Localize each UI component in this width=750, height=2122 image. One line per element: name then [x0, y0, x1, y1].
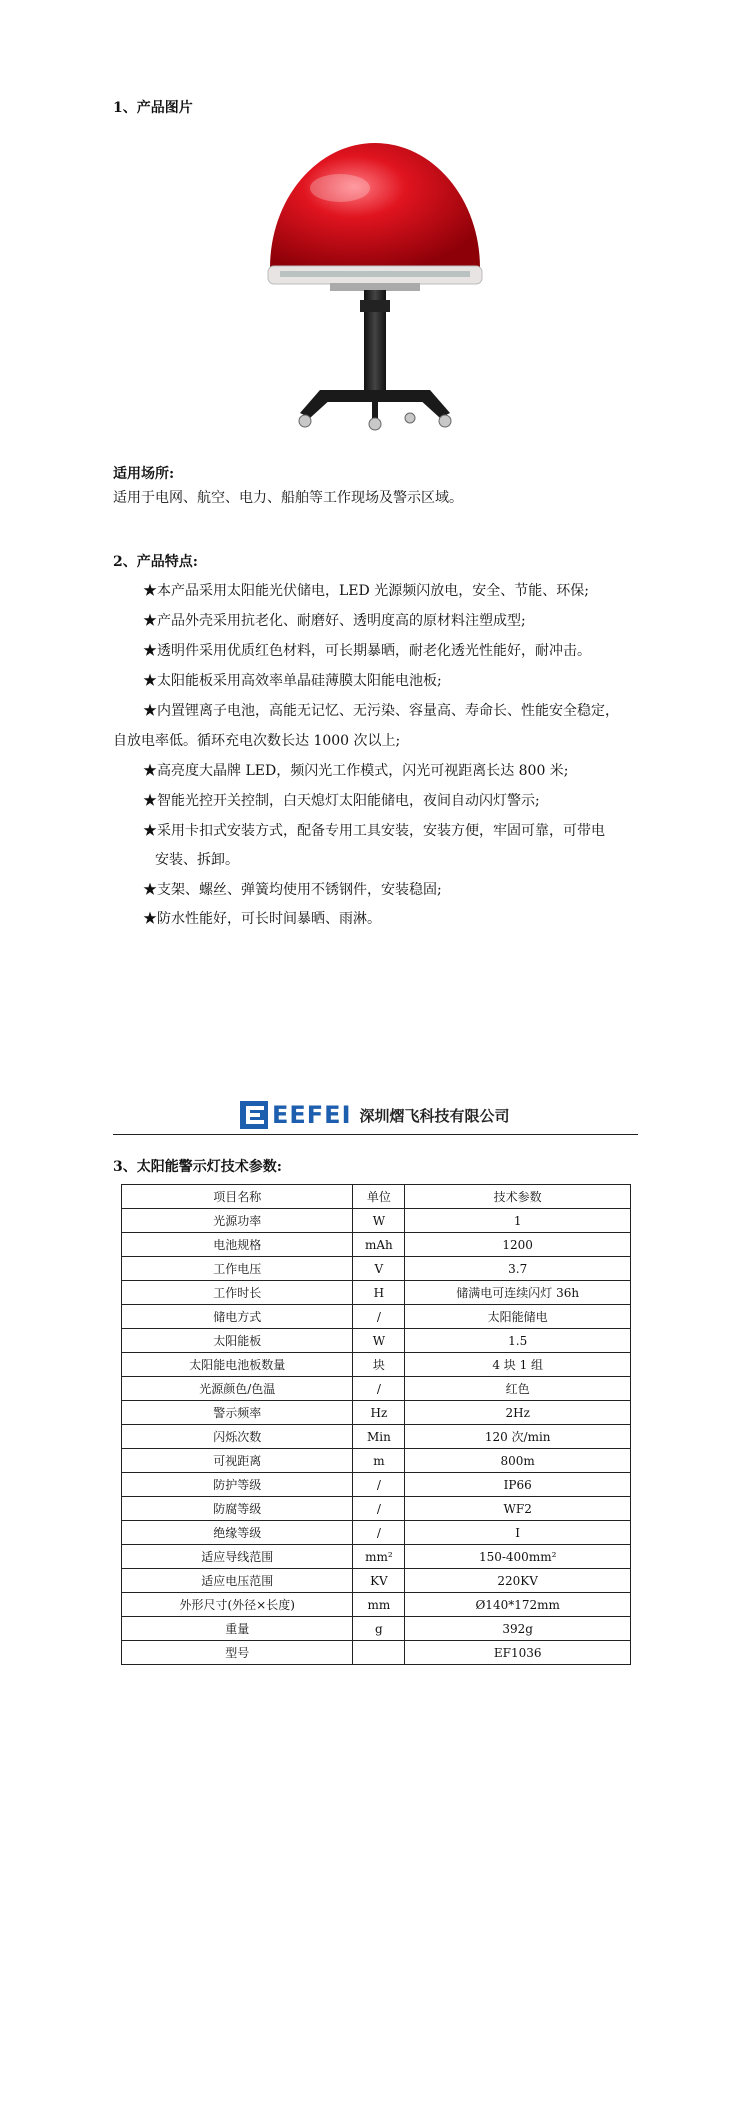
- feature-item: ★防水性能好，可长时间暴晒、雨淋。: [143, 911, 381, 927]
- table-cell: 光源颜色/色温: [122, 1377, 353, 1401]
- table-cell: g: [353, 1617, 405, 1641]
- table-cell: 150-400mm²: [405, 1545, 631, 1569]
- table-cell: V: [353, 1257, 405, 1281]
- table-cell: 绝缘等级: [122, 1521, 353, 1545]
- table-cell: 工作电压: [122, 1257, 353, 1281]
- table-cell: 适应电压范围: [122, 1569, 353, 1593]
- table-row: [122, 1257, 631, 1281]
- table-row: [122, 1449, 631, 1473]
- table-cell: H: [353, 1281, 405, 1305]
- table-cell: 太阳能储电: [405, 1305, 631, 1329]
- table-cell: /: [353, 1497, 405, 1521]
- table-header-row: [122, 1185, 631, 1209]
- header-divider: [113, 1134, 638, 1135]
- table-cell: 1200: [405, 1233, 631, 1257]
- table-row: [122, 1497, 631, 1521]
- table-cell: 储满电可连续闪灯 36h: [405, 1281, 631, 1305]
- header-cell: 项目名称: [122, 1185, 353, 1209]
- eefei-logo-icon: [240, 1101, 268, 1129]
- table-cell: 防护等级: [122, 1473, 353, 1497]
- feature-item: ★支架、螺丝、弹簧均使用不锈钢件，安装稳固;: [143, 882, 442, 898]
- table-cell: 392g: [405, 1617, 631, 1641]
- table-cell: m: [353, 1449, 405, 1473]
- table-row: [122, 1305, 631, 1329]
- warning-lamp-icon: [260, 128, 490, 433]
- feature-item: ★太阳能板采用高效率单晶硅薄膜太阳能电池板;: [143, 673, 442, 689]
- feature-item: ★内置锂离子电池，高能无记忆、无污染、容量高、寿命长、性能安全稳定，: [143, 703, 619, 719]
- table-cell: W: [353, 1329, 405, 1353]
- table-cell: /: [353, 1473, 405, 1497]
- application-heading: 适用场所:: [113, 466, 175, 482]
- table-cell: /: [353, 1521, 405, 1545]
- table-cell: 1.5: [405, 1329, 631, 1353]
- feature-item: ★智能光控开关控制，白天熄灯太阳能储电，夜间自动闪灯警示;: [143, 793, 540, 809]
- table-row: [122, 1473, 631, 1497]
- table-cell: Min: [353, 1425, 405, 1449]
- table-cell: mm: [353, 1593, 405, 1617]
- table-cell: 1: [405, 1209, 631, 1233]
- product-image: [260, 128, 490, 433]
- feature-item: ★高亮度大晶牌 LED，频闪光工作模式，闪光可视距离长达 800 米;: [143, 763, 569, 779]
- table-cell: 光源功率: [122, 1209, 353, 1233]
- table-cell: I: [405, 1521, 631, 1545]
- logo-company-name: 深圳熠飞科技有限公司: [359, 1106, 510, 1125]
- table-cell: 红色: [405, 1377, 631, 1401]
- table-row: [122, 1209, 631, 1233]
- table-cell: KV: [353, 1569, 405, 1593]
- header-cell: 技术参数: [405, 1185, 631, 1209]
- table-row: [122, 1641, 631, 1665]
- table-cell: Ø140*172mm: [405, 1593, 631, 1617]
- company-logo: [240, 1100, 510, 1130]
- table-row: [122, 1377, 631, 1401]
- table-row: [122, 1521, 631, 1545]
- table-cell: 重量: [122, 1617, 353, 1641]
- table-cell: 适应导线范围: [122, 1545, 353, 1569]
- section1-heading: 1、产品图片: [113, 100, 193, 116]
- table-cell: mm²: [353, 1545, 405, 1569]
- table-cell: 警示频率: [122, 1401, 353, 1425]
- table-cell: mAh: [353, 1233, 405, 1257]
- table-row: [122, 1329, 631, 1353]
- table-row: [122, 1353, 631, 1377]
- feature-item: ★产品外壳采用抗老化、耐磨好、透明度高的原材料注塑成型;: [143, 613, 526, 629]
- table-row: [122, 1617, 631, 1641]
- table-cell: 闪烁次数: [122, 1425, 353, 1449]
- section2-heading: 2、产品特点:: [113, 554, 198, 570]
- table-cell: 外形尺寸(外径×长度): [122, 1593, 353, 1617]
- feature-item: 安装、拆卸。: [155, 852, 239, 868]
- table-row: [122, 1569, 631, 1593]
- table-row: [122, 1233, 631, 1257]
- table-cell: 4 块 1 组: [405, 1353, 631, 1377]
- logo-brand: EEFEI: [272, 1101, 352, 1129]
- table-cell: [353, 1641, 405, 1665]
- table-cell: 防腐等级: [122, 1497, 353, 1521]
- table-cell: IP66: [405, 1473, 631, 1497]
- table-row: [122, 1281, 631, 1305]
- table-row: [122, 1593, 631, 1617]
- table-cell: 太阳能板: [122, 1329, 353, 1353]
- table-cell: 工作时长: [122, 1281, 353, 1305]
- feature-item: ★透明件采用优质红色材料，可长期暴晒，耐老化透光性能好，耐冲击。: [143, 643, 591, 659]
- feature-item: ★本产品采用太阳能光伏储电，LED 光源频闪放电，安全、节能、环保;: [143, 583, 589, 599]
- header-cell: 单位: [353, 1185, 405, 1209]
- table-cell: /: [353, 1305, 405, 1329]
- feature-item: 自放电率低。循环充电次数长达 1000 次以上;: [113, 733, 401, 749]
- section3-heading: 3、太阳能警示灯技术参数:: [113, 1159, 282, 1175]
- table-row: [122, 1425, 631, 1449]
- application-text: 适用于电网、航空、电力、船舶等工作现场及警示区域。: [113, 490, 463, 506]
- table-cell: 电池规格: [122, 1233, 353, 1257]
- table-cell: 可视距离: [122, 1449, 353, 1473]
- table-cell: EF1036: [405, 1641, 631, 1665]
- table-cell: 储电方式: [122, 1305, 353, 1329]
- table-cell: 220KV: [405, 1569, 631, 1593]
- feature-item: ★采用卡扣式安装方式，配备专用工具安装，安装方便，牢固可靠，可带电: [143, 823, 605, 839]
- table-cell: WF2: [405, 1497, 631, 1521]
- table-row: [122, 1401, 631, 1425]
- spec-table: [121, 1184, 631, 1665]
- table-cell: 800m: [405, 1449, 631, 1473]
- table-row: [122, 1545, 631, 1569]
- table-cell: Hz: [353, 1401, 405, 1425]
- table-cell: 2Hz: [405, 1401, 631, 1425]
- table-cell: 3.7: [405, 1257, 631, 1281]
- table-cell: 120 次/min: [405, 1425, 631, 1449]
- table-cell: W: [353, 1209, 405, 1233]
- table-cell: 太阳能电池板数量: [122, 1353, 353, 1377]
- table-cell: 块: [353, 1353, 405, 1377]
- table-cell: /: [353, 1377, 405, 1401]
- table-cell: 型号: [122, 1641, 353, 1665]
